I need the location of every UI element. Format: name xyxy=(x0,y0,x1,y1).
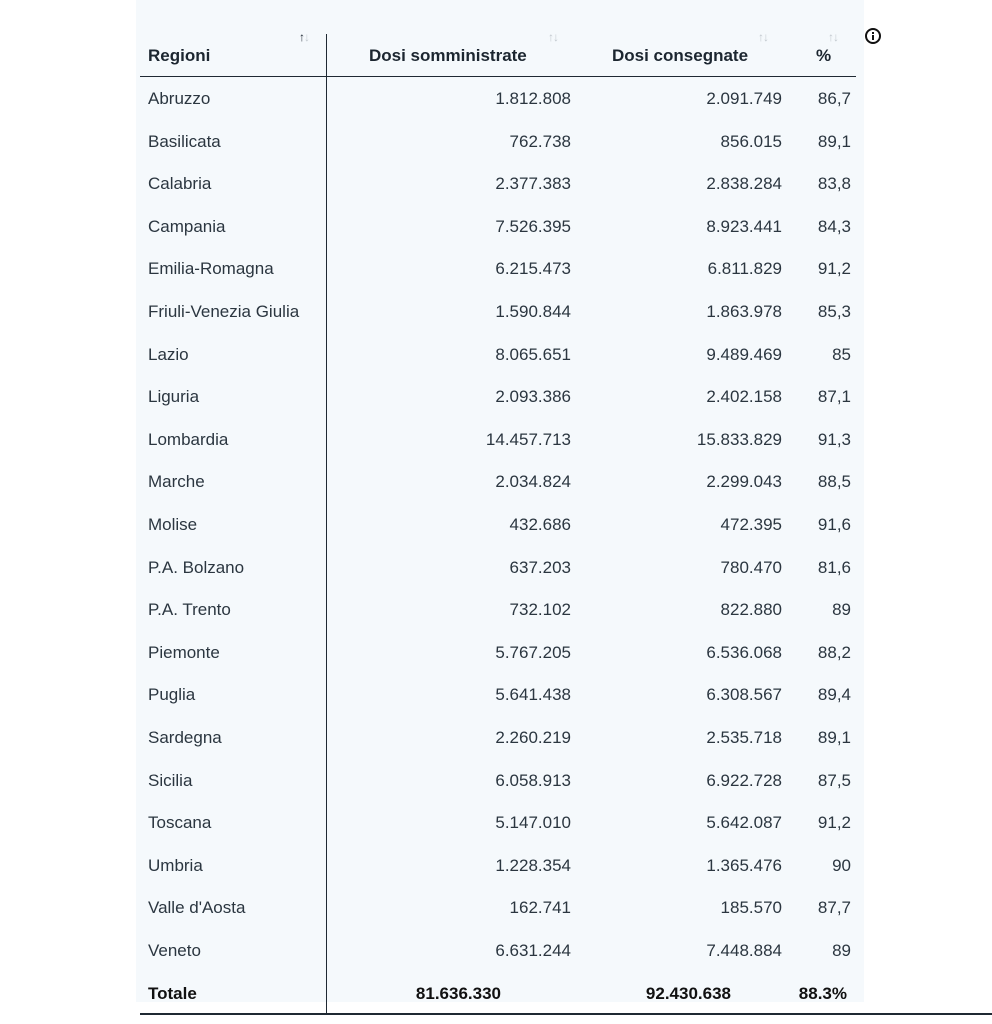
cell-delivered: 2.838.284 xyxy=(706,174,782,194)
cell-region: Toscana xyxy=(148,813,212,833)
cell-region: Basilicata xyxy=(148,131,221,151)
table-row xyxy=(0,600,992,643)
cell-administered: 5.767.205 xyxy=(495,642,571,662)
cell-delivered: 9.489.469 xyxy=(706,344,782,364)
sort-arrows-icon[interactable]: ↑↓ xyxy=(758,30,768,44)
column-header-percent-label: % xyxy=(816,46,832,65)
cell-delivered: 2.299.043 xyxy=(706,472,782,492)
table-bottom-border xyxy=(140,1013,992,1015)
header-divider xyxy=(140,76,856,77)
cell-percent: 84,3 xyxy=(817,216,851,236)
cell-administered: 14.457.713 xyxy=(485,429,571,449)
cell-delivered: 822.880 xyxy=(720,600,782,620)
cell-region: Liguria xyxy=(148,387,200,407)
cell-administered: 5.641.438 xyxy=(495,685,571,705)
cell-administered: 1.590.844 xyxy=(495,302,571,321)
cell-region: Molise xyxy=(148,515,198,534)
cell-region: Emilia-Romagna xyxy=(148,259,274,279)
column-header-region-label: Regioni xyxy=(148,46,211,65)
cell-administered: 6.631.244 xyxy=(495,941,571,960)
cell-administered: 637.203 xyxy=(509,557,571,577)
table-row xyxy=(0,856,992,899)
cell-percent: 91,3 xyxy=(817,429,851,449)
cell-region: Sardegna xyxy=(148,728,222,747)
cell-delivered: 5.642.087 xyxy=(706,813,782,833)
table-row xyxy=(0,132,992,175)
cell-percent: 88,2 xyxy=(817,642,851,662)
cell-region: Piemonte xyxy=(148,642,220,662)
cell-percent: 86,7 xyxy=(817,89,851,108)
cell-delivered: 856.015 xyxy=(720,131,782,151)
cell-region: Lombardia xyxy=(148,429,229,449)
cell-percent: 88,5 xyxy=(817,472,851,492)
cell-administered: 8.065.651 xyxy=(495,344,571,364)
cell-administered: 5.147.010 xyxy=(495,813,571,833)
cell-percent: 89 xyxy=(832,941,851,960)
cell-delivered: 6.536.068 xyxy=(706,642,782,662)
cell-region: Abruzzo xyxy=(148,89,211,108)
table-row xyxy=(0,302,992,345)
sort-arrows-icon[interactable]: ↑↓ xyxy=(299,30,309,44)
total-row xyxy=(0,984,992,1024)
column-header-administered-label: Dosi somministrate xyxy=(369,46,527,65)
cell-percent: 87,7 xyxy=(817,898,851,918)
table-row xyxy=(0,515,992,558)
cell-delivered: 780.470 xyxy=(720,557,782,577)
cell-region: Sicilia xyxy=(148,770,193,790)
cell-administered: 732.102 xyxy=(509,600,571,620)
column-header-delivered-label: Dosi consegnate xyxy=(612,46,749,65)
cell-region: P.A. Trento xyxy=(148,600,231,620)
cell-percent: 89,1 xyxy=(817,131,851,151)
cell-administered: 7.526.395 xyxy=(495,216,571,236)
cell-delivered: 6.922.728 xyxy=(706,770,782,790)
table-row xyxy=(0,728,992,771)
cell-percent: 91,2 xyxy=(817,813,851,833)
cell-delivered: 6.308.567 xyxy=(706,685,782,705)
cell-administered: 2.377.383 xyxy=(495,174,571,194)
total-label: Totale xyxy=(148,984,197,1003)
cell-administered: 6.215.473 xyxy=(495,259,571,279)
info-icon[interactable] xyxy=(865,28,881,44)
total-delivered: 92.430.638 xyxy=(645,984,731,1003)
cell-delivered: 472.395 xyxy=(720,515,782,534)
cell-region: Lazio xyxy=(148,344,189,364)
cell-percent: 91,6 xyxy=(817,515,851,534)
total-percent: 88.3% xyxy=(798,984,847,1003)
cell-delivered: 2.091.749 xyxy=(706,89,782,108)
table-row xyxy=(0,813,992,856)
column-header-delivered[interactable] xyxy=(612,46,748,66)
cell-region: P.A. Bolzano xyxy=(148,557,245,577)
table-row xyxy=(0,89,992,132)
cell-delivered: 185.570 xyxy=(720,898,782,918)
table-row xyxy=(0,259,992,302)
cell-delivered: 15.833.829 xyxy=(696,429,782,449)
cell-administered: 432.686 xyxy=(509,515,571,534)
sort-arrows-icon[interactable]: ↑↓ xyxy=(828,30,838,44)
cell-percent: 85 xyxy=(832,344,851,364)
table-row xyxy=(0,472,992,515)
table-row xyxy=(0,345,992,388)
cell-region: Campania xyxy=(148,216,226,236)
table-row xyxy=(0,558,992,601)
cell-region: Valle d'Aosta xyxy=(148,898,246,918)
cell-administered: 162.741 xyxy=(509,898,571,918)
cell-region: Puglia xyxy=(148,685,196,705)
cell-percent: 85,3 xyxy=(817,302,851,321)
cell-administered: 2.260.219 xyxy=(495,728,571,747)
cell-percent: 89,4 xyxy=(817,685,851,705)
cell-percent: 89,1 xyxy=(817,728,851,747)
table-row xyxy=(0,174,992,217)
cell-delivered: 8.923.441 xyxy=(706,216,782,236)
cell-percent: 83,8 xyxy=(817,174,851,194)
total-administered: 81.636.330 xyxy=(415,984,501,1003)
cell-percent: 87,1 xyxy=(817,387,851,407)
cell-administered: 2.034.824 xyxy=(495,472,571,492)
table-row xyxy=(0,387,992,430)
cell-percent: 81,6 xyxy=(817,557,851,577)
cell-delivered: 1.365.476 xyxy=(706,855,782,875)
table-row xyxy=(0,217,992,260)
table-row xyxy=(0,643,992,686)
cell-percent: 91,2 xyxy=(817,259,851,279)
cell-percent: 87,5 xyxy=(817,770,851,790)
cell-administered: 6.058.913 xyxy=(495,770,571,790)
sort-arrows-icon[interactable]: ↑↓ xyxy=(548,30,558,44)
column-header-percent[interactable] xyxy=(816,46,831,66)
table-row xyxy=(0,685,992,728)
cell-region: Veneto xyxy=(148,941,201,960)
cell-region: Marche xyxy=(148,472,205,492)
cell-delivered: 6.811.829 xyxy=(707,259,782,279)
table-row xyxy=(0,898,992,941)
table-row xyxy=(0,430,992,473)
cell-region: Umbria xyxy=(148,855,203,875)
cell-administered: 2.093.386 xyxy=(495,387,571,407)
table-row xyxy=(0,771,992,814)
cell-administered: 762.738 xyxy=(509,131,571,151)
cell-administered: 1.228.354 xyxy=(495,855,571,875)
cell-delivered: 1.863.978 xyxy=(706,302,782,321)
cell-administered: 1.812.808 xyxy=(495,89,571,108)
cell-region: Friuli-Venezia Giulia xyxy=(148,302,300,321)
cell-delivered: 2.402.158 xyxy=(706,387,782,407)
cell-percent: 89 xyxy=(832,600,851,620)
cell-delivered: 2.535.718 xyxy=(706,728,782,747)
cell-delivered: 7.448.884 xyxy=(706,941,782,960)
column-header-administered[interactable] xyxy=(369,46,527,66)
column-header-region[interactable] xyxy=(148,46,210,66)
cell-percent: 90 xyxy=(832,855,851,875)
table-row xyxy=(0,941,992,984)
cell-region: Calabria xyxy=(148,174,212,194)
